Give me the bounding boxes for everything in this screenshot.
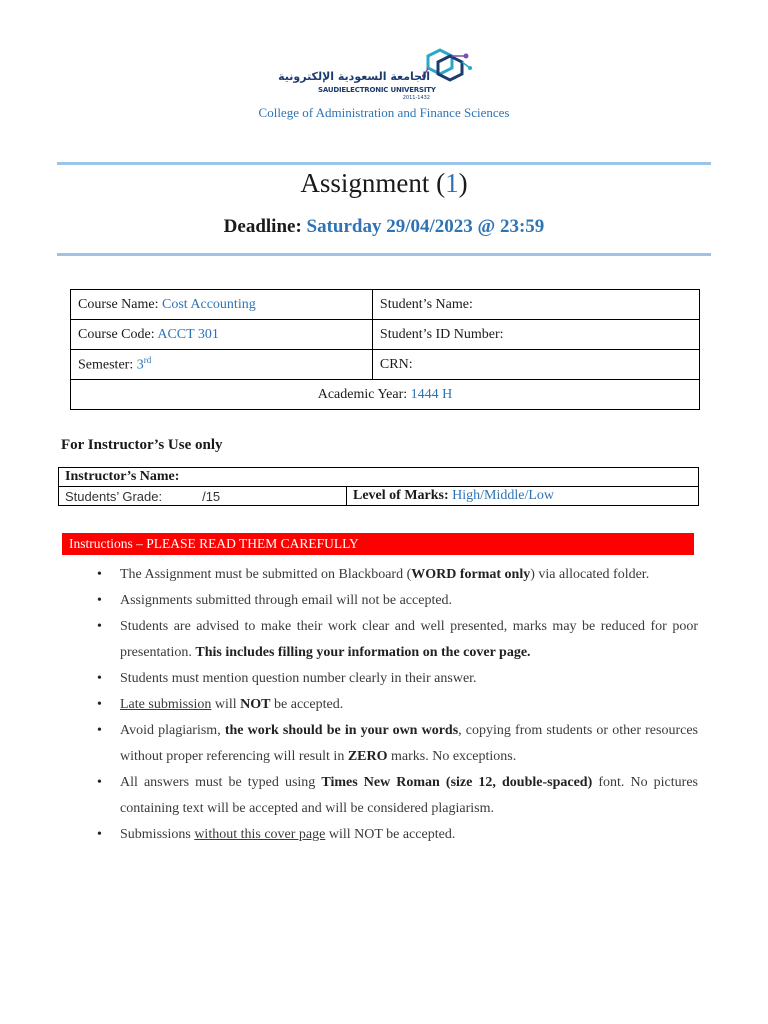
- semester-cell: [71, 350, 373, 380]
- bullet-text: Students must mention question number clearly in their answer.: [120, 671, 477, 686]
- crn-cell[interactable]: [372, 350, 699, 380]
- bullet-text: font. No pictures containing text will be accepted and will be considered plagiarism.: [120, 775, 698, 816]
- marks-label: Level of Marks:: [353, 488, 449, 503]
- list-item: [93, 666, 698, 692]
- instructor-table: [58, 467, 699, 506]
- course-name-cell: [71, 290, 373, 320]
- marks-level-cell: [347, 487, 699, 506]
- bullet-text: Students are advised to make their work clear and well presented, marks may be reduced for poor presentation.: [120, 619, 698, 660]
- title-prefix: Assignment (: [300, 168, 446, 198]
- instructions-list: [93, 562, 698, 848]
- bullet-text: All answers must be typed using: [120, 775, 322, 790]
- university-logo: [278, 46, 478, 102]
- list-item: [93, 822, 698, 848]
- table-row: [71, 350, 700, 380]
- marks-value: High/Middle/Low: [452, 488, 555, 503]
- logo-english-text: SAUDIELECTRONIC UNIVERSITY: [318, 86, 436, 94]
- bullet-bold: Times New Roman (size 12, double-spaced): [321, 775, 593, 790]
- student-name-cell[interactable]: [372, 290, 699, 320]
- instructor-name-label: Instructor’s Name:: [65, 469, 180, 484]
- course-name-label: Course Name:: [78, 296, 159, 312]
- list-item: [93, 692, 698, 718]
- grade-label: Students’ Grade:: [65, 488, 163, 504]
- list-item: [93, 614, 698, 666]
- logo-years-text: 2011-1432: [402, 95, 430, 101]
- table-row: [59, 487, 699, 506]
- grade-value: /15: [202, 488, 221, 504]
- table-row: [71, 320, 700, 350]
- course-name-value: Cost Accounting: [161, 296, 256, 312]
- student-name-label: Student’s Name:: [379, 296, 473, 312]
- grade-cell[interactable]: [59, 487, 347, 506]
- college-name: College of Administration and Finance Sciences: [258, 105, 510, 120]
- page-title: [0, 168, 768, 199]
- list-item: [93, 562, 698, 588]
- semester-label: Semester:: [78, 357, 134, 373]
- course-code-cell: [71, 320, 373, 350]
- bullet-text: Avoid plagiarism,: [120, 723, 225, 738]
- assignment-number: 1: [445, 168, 459, 198]
- bullet-text: ) via allocated folder.: [530, 567, 650, 582]
- title-suffix: ): [458, 168, 468, 198]
- course-info-table: [70, 289, 700, 410]
- bullet-text: , copying from students or other resources without proper referencing will result in: [120, 723, 699, 764]
- student-id-label: Student’s ID Number:: [379, 326, 504, 342]
- bullet-text: will NOT be accepted.: [325, 827, 456, 842]
- bullet-text: marks. No exceptions.: [387, 749, 517, 764]
- bullet-bold: NOT: [240, 697, 271, 712]
- bullet-text: The Assignment must be submitted on Blackboard (: [120, 567, 412, 582]
- bullet-bold: This includes filling your information on the cover page.: [195, 645, 531, 660]
- bullet-underline: without this cover page: [194, 827, 326, 842]
- semester-value: 3: [136, 357, 144, 373]
- semester-sup: rd: [143, 355, 152, 366]
- bullet-bold: WORD format only: [411, 567, 531, 582]
- course-code-value: ACCT 301: [157, 326, 219, 342]
- instructor-section-heading: For Instructor’s Use only: [61, 437, 223, 453]
- bullet-underline: Late submission: [120, 697, 212, 712]
- academic-year-label: Academic Year:: [317, 386, 408, 402]
- bullet-text: be accepted.: [270, 697, 344, 712]
- bullet-text: Assignments submitted through email will not be accepted.: [120, 593, 453, 608]
- deadline-value: Saturday 29/04/2023 @ 23:59: [306, 216, 545, 237]
- table-row: [59, 468, 699, 487]
- instructor-name-cell[interactable]: [59, 468, 699, 487]
- bullet-bold: ZERO: [347, 749, 388, 764]
- academic-year-value: 1444 H: [410, 386, 453, 402]
- logo-arabic-text: الجامعة السعودية الإلكترونية: [278, 70, 430, 83]
- student-id-cell[interactable]: [372, 320, 699, 350]
- deadline: [0, 216, 768, 238]
- instructions-banner: Instructions – PLEASE READ THEM CAREFULLY: [62, 533, 694, 555]
- list-item: [93, 588, 698, 614]
- bottom-divider: [57, 253, 711, 256]
- crn-label: CRN:: [379, 356, 413, 372]
- academic-year-cell: [71, 380, 700, 410]
- table-row: [71, 380, 700, 410]
- deadline-label: Deadline:: [223, 216, 302, 237]
- top-divider: [57, 162, 711, 165]
- table-row: [71, 290, 700, 320]
- course-code-label: Course Code:: [78, 326, 155, 342]
- list-item: [93, 718, 698, 770]
- bullet-text: will: [211, 697, 241, 712]
- bullet-text: Submissions: [120, 827, 195, 842]
- list-item: [93, 770, 698, 822]
- bullet-bold: the work should be in your own words: [224, 723, 459, 738]
